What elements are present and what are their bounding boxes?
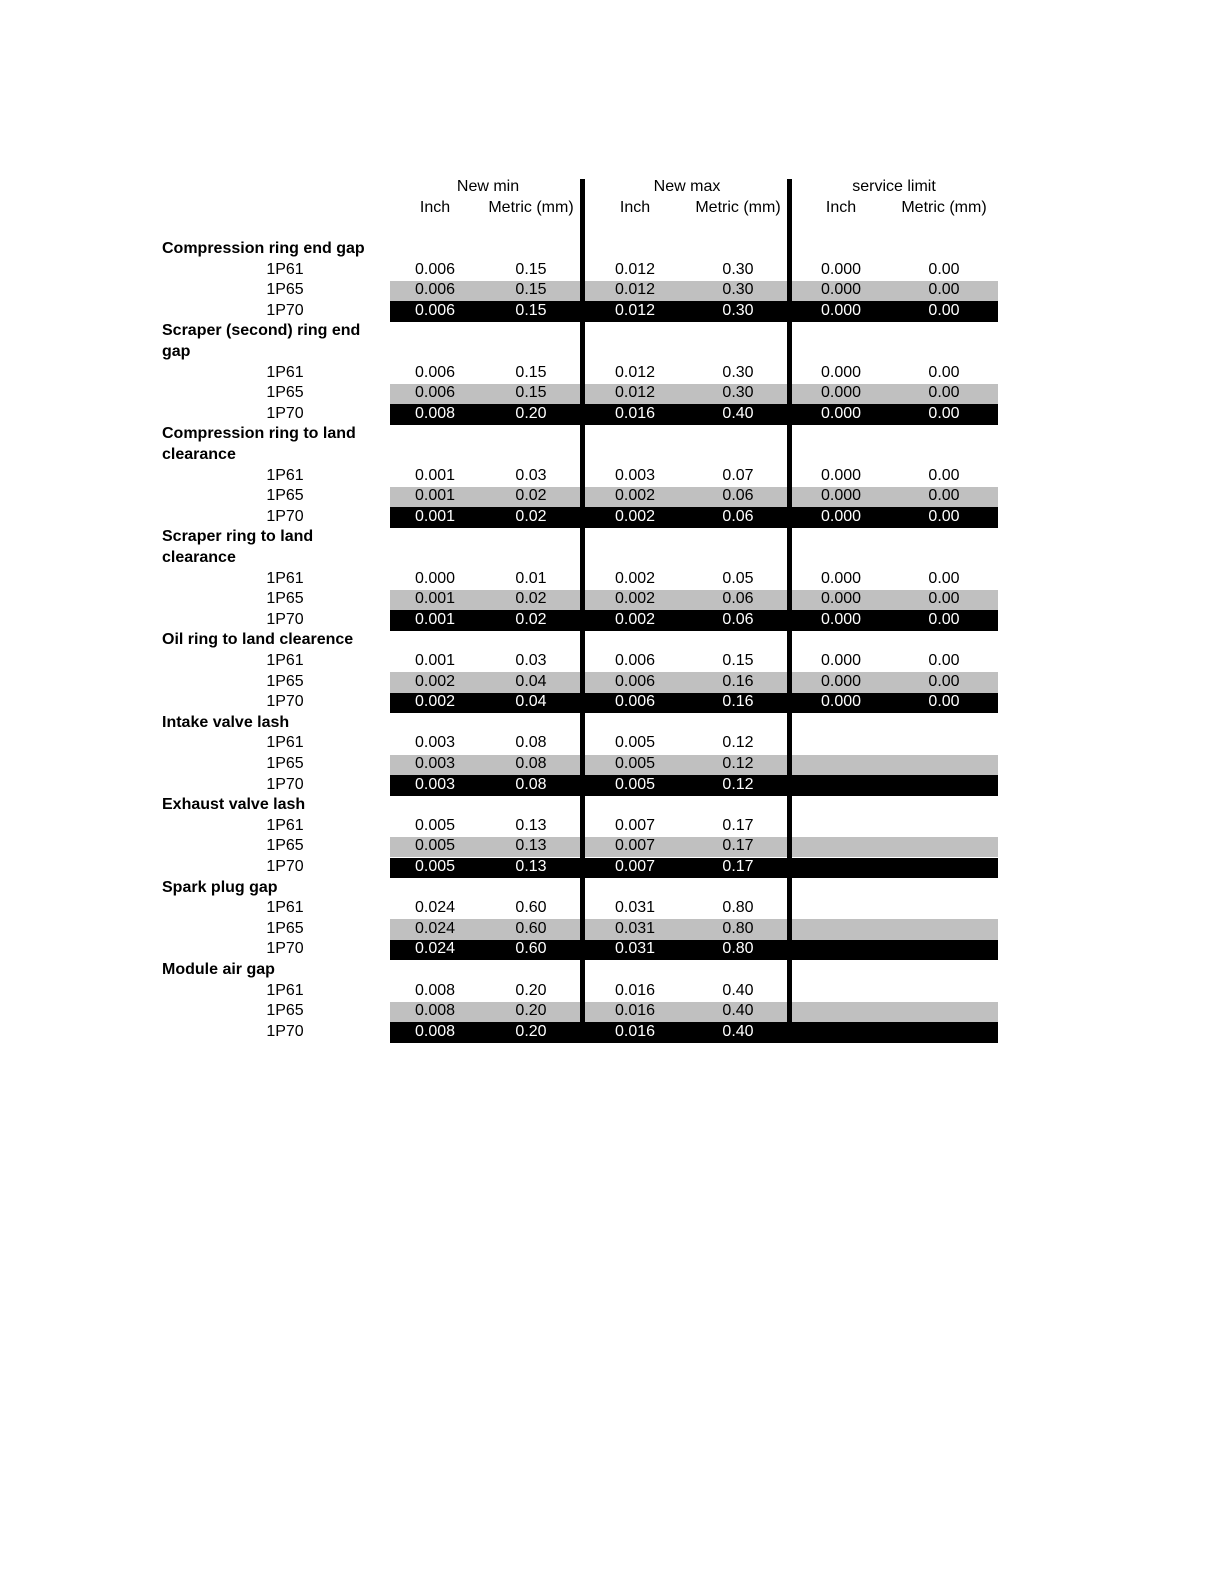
spec-value-min-mm: 0.02 [515, 507, 547, 525]
spec-value-min-mm: 0.02 [515, 590, 547, 608]
section-title: Intake valve lash [162, 713, 290, 731]
spec-value-svc-in: 0.000 [820, 466, 862, 484]
model-label: 1P65 [266, 590, 304, 608]
spec-value-min-mm: 0.20 [515, 1002, 547, 1020]
spec-value-min-in: 0.024 [414, 940, 456, 958]
spec-value-min-mm: 0.15 [515, 384, 547, 402]
row-highlight-gray [390, 672, 998, 693]
model-label: 1P70 [266, 404, 304, 422]
spec-value-max-mm: 0.06 [722, 590, 754, 608]
metric-column-header: Metric (mm) [695, 199, 781, 216]
spec-value-max-in: 0.007 [614, 858, 656, 875]
model-label: 1P65 [266, 281, 304, 299]
spec-value-min-mm: 0.01 [515, 569, 547, 587]
spec-value-min-in: 0.006 [414, 363, 456, 381]
row-highlight-black [390, 301, 998, 322]
row-highlight-gray [390, 590, 998, 611]
spec-value-svc-in: 0.000 [820, 507, 862, 525]
spec-value-svc-mm: 0.00 [928, 281, 960, 299]
spec-value-max-in: 0.002 [614, 507, 656, 525]
spec-value-max-in: 0.012 [614, 301, 656, 319]
row-highlight-gray [390, 487, 998, 508]
spec-value-min-mm: 0.60 [515, 919, 547, 937]
section-title: Compression ring end gap [162, 240, 365, 257]
spec-value-min-in: 0.005 [414, 858, 456, 875]
section-title: Scraper (second) ring end [162, 322, 361, 340]
model-label: 1P65 [266, 487, 304, 505]
spec-value-svc-in: 0.000 [820, 404, 862, 422]
spec-value-max-in: 0.005 [614, 775, 656, 793]
spec-value-min-in: 0.006 [414, 384, 456, 402]
row-highlight-gray [390, 919, 998, 940]
spec-value-max-mm: 0.12 [722, 755, 754, 772]
section-title: clearance [162, 549, 236, 566]
row-highlight-black [390, 940, 998, 961]
spec-value-min-in: 0.003 [414, 755, 456, 772]
spec-value-svc-in: 0.000 [820, 590, 862, 608]
spec-value-min-in: 0.008 [414, 404, 456, 422]
spec-value-min-in: 0.000 [414, 569, 456, 587]
spec-value-min-mm: 0.08 [515, 775, 547, 793]
model-label: 1P70 [266, 775, 304, 793]
spec-value-svc-mm: 0.00 [928, 260, 960, 278]
model-label: 1P61 [266, 734, 304, 752]
row-highlight-black [390, 610, 998, 631]
spec-value-min-mm: 0.20 [515, 1022, 547, 1040]
spec-value-min-mm: 0.60 [515, 940, 547, 958]
section-title: Scraper ring to land [162, 528, 314, 546]
spec-value-min-mm: 0.04 [515, 693, 547, 711]
spec-value-max-mm: 0.16 [722, 693, 754, 711]
model-label: 1P61 [266, 652, 304, 669]
spec-value-min-in: 0.001 [414, 487, 456, 505]
spec-value-max-mm: 0.40 [722, 1022, 754, 1040]
spec-value-max-in: 0.005 [614, 734, 656, 752]
spec-value-max-mm: 0.30 [722, 384, 754, 402]
model-label: 1P70 [266, 693, 304, 711]
section-title: Compression ring to land [162, 425, 356, 443]
spec-value-svc-mm: 0.00 [928, 507, 960, 525]
spec-value-min-in: 0.003 [414, 734, 456, 752]
row-highlight-gray [390, 755, 998, 776]
row-highlight-black [390, 693, 998, 714]
row-highlight-black [390, 775, 998, 796]
row-highlight-gray [390, 837, 998, 858]
spec-value-svc-mm: 0.00 [928, 693, 960, 711]
spec-value-svc-mm: 0.00 [928, 569, 960, 587]
spec-value-svc-in: 0.000 [820, 487, 862, 505]
spec-value-min-mm: 0.20 [515, 404, 547, 422]
model-label: 1P61 [266, 981, 304, 999]
spec-value-max-in: 0.012 [614, 384, 656, 402]
spec-value-max-mm: 0.30 [722, 281, 754, 299]
spec-value-min-in: 0.006 [414, 260, 456, 278]
spec-value-min-in: 0.001 [414, 610, 456, 628]
spec-value-max-mm: 0.30 [722, 301, 754, 319]
model-label: 1P70 [266, 940, 304, 958]
spec-value-svc-in: 0.000 [820, 672, 862, 690]
spec-value-max-in: 0.005 [614, 755, 656, 772]
section-title: clearance [162, 446, 236, 463]
column-group-header: service limit [852, 178, 936, 195]
spec-value-svc-mm: 0.00 [928, 404, 960, 422]
spec-value-max-mm: 0.07 [722, 466, 754, 484]
row-highlight-gray [390, 281, 998, 302]
spec-value-max-in: 0.002 [614, 487, 656, 505]
spec-value-max-in: 0.006 [614, 672, 656, 690]
spec-value-min-mm: 0.02 [515, 610, 547, 628]
row-highlight-black [390, 1022, 998, 1043]
model-label: 1P61 [266, 899, 304, 917]
spec-value-max-in: 0.002 [614, 590, 656, 608]
section-title: Oil ring to land clearence [162, 631, 354, 649]
spec-value-svc-mm: 0.00 [928, 487, 960, 505]
spec-value-max-in: 0.016 [614, 404, 656, 422]
spec-value-min-in: 0.024 [414, 899, 456, 917]
spec-value-max-mm: 0.16 [722, 672, 754, 690]
spec-value-svc-in: 0.000 [820, 569, 862, 587]
spec-value-max-mm: 0.17 [722, 837, 754, 855]
model-label: 1P65 [266, 919, 304, 937]
spec-value-max-mm: 0.30 [722, 260, 754, 278]
spec-value-min-in: 0.006 [414, 281, 456, 299]
spec-value-svc-mm: 0.00 [928, 301, 960, 319]
spec-value-min-mm: 0.02 [515, 487, 547, 505]
spec-value-svc-in: 0.000 [820, 281, 862, 299]
model-label: 1P65 [266, 837, 304, 855]
spec-value-min-in: 0.001 [414, 507, 456, 525]
row-highlight-black [390, 858, 998, 879]
spec-value-max-mm: 0.80 [722, 940, 754, 958]
model-label: 1P61 [266, 569, 304, 587]
spec-value-min-in: 0.005 [414, 816, 456, 834]
row-highlight-black [390, 404, 998, 425]
spec-value-svc-mm: 0.00 [928, 384, 960, 402]
spec-value-min-in: 0.008 [414, 1002, 456, 1020]
spec-value-max-in: 0.016 [614, 1022, 656, 1040]
spec-value-svc-in: 0.000 [820, 363, 862, 381]
spec-value-svc-mm: 0.00 [928, 610, 960, 628]
spec-value-max-mm: 0.06 [722, 507, 754, 525]
spec-value-min-in: 0.003 [414, 775, 456, 793]
inch-column-header: Inch [419, 199, 451, 216]
spec-value-max-mm: 0.05 [722, 569, 754, 587]
inch-column-header: Inch [619, 199, 651, 216]
spec-value-svc-in: 0.000 [820, 610, 862, 628]
spec-value-min-mm: 0.03 [515, 466, 547, 484]
spec-value-max-mm: 0.06 [722, 610, 754, 628]
spec-value-svc-in: 0.000 [820, 652, 862, 669]
row-highlight-gray [390, 384, 998, 405]
spec-value-max-mm: 0.12 [722, 775, 754, 793]
spec-value-max-in: 0.002 [614, 569, 656, 587]
spec-value-max-mm: 0.17 [722, 816, 754, 834]
model-label: 1P70 [266, 858, 304, 875]
spec-value-max-mm: 0.40 [722, 404, 754, 422]
spec-value-svc-in: 0.000 [820, 260, 862, 278]
spec-value-max-in: 0.006 [614, 693, 656, 711]
spec-value-svc-mm: 0.00 [928, 363, 960, 381]
inch-column-header: Inch [825, 199, 857, 216]
spec-value-min-mm: 0.15 [515, 260, 547, 278]
spec-value-max-mm: 0.40 [722, 1002, 754, 1020]
spec-value-max-mm: 0.17 [722, 858, 754, 875]
spec-value-min-mm: 0.13 [515, 816, 547, 834]
spec-value-svc-in: 0.000 [820, 301, 862, 319]
spec-value-max-in: 0.012 [614, 260, 656, 278]
column-group-header: New max [653, 178, 721, 195]
spec-value-svc-mm: 0.00 [928, 466, 960, 484]
spec-value-max-mm: 0.12 [722, 734, 754, 752]
spec-value-min-mm: 0.15 [515, 301, 547, 319]
metric-column-header: Metric (mm) [488, 199, 574, 216]
model-label: 1P65 [266, 384, 304, 402]
model-label: 1P61 [266, 260, 304, 278]
model-label: 1P61 [266, 466, 304, 484]
spec-value-max-mm: 0.40 [722, 981, 754, 999]
spec-value-min-mm: 0.13 [515, 837, 547, 855]
spec-value-svc-in: 0.000 [820, 384, 862, 402]
spec-value-svc-mm: 0.00 [928, 590, 960, 608]
row-highlight-black [390, 507, 998, 528]
section-title: Exhaust valve lash [162, 796, 306, 814]
spec-value-min-in: 0.001 [414, 466, 456, 484]
spec-value-svc-in: 0.000 [820, 693, 862, 711]
column-divider [787, 179, 792, 1043]
spec-value-min-in: 0.001 [414, 590, 456, 608]
spec-value-min-in: 0.005 [414, 837, 456, 855]
model-label: 1P70 [266, 1022, 304, 1040]
model-label: 1P65 [266, 755, 304, 772]
spec-value-min-in: 0.024 [414, 919, 456, 937]
spec-value-min-mm: 0.08 [515, 734, 547, 752]
spec-value-min-in: 0.008 [414, 981, 456, 999]
spec-value-min-mm: 0.20 [515, 981, 547, 999]
spec-value-max-in: 0.016 [614, 981, 656, 999]
spec-value-max-in: 0.031 [614, 899, 656, 917]
spec-value-max-mm: 0.80 [722, 919, 754, 937]
spec-value-min-mm: 0.15 [515, 363, 547, 381]
spec-value-max-in: 0.012 [614, 281, 656, 299]
spec-value-min-in: 0.001 [414, 652, 456, 669]
column-divider [580, 179, 585, 1043]
spec-value-min-mm: 0.60 [515, 899, 547, 917]
spec-value-min-mm: 0.15 [515, 281, 547, 299]
spec-value-max-in: 0.031 [614, 940, 656, 958]
spec-value-max-in: 0.007 [614, 816, 656, 834]
section-title: gap [162, 343, 191, 360]
section-title: Spark plug gap [162, 878, 278, 896]
model-label: 1P65 [266, 672, 304, 690]
spec-value-min-in: 0.002 [414, 693, 456, 711]
spec-value-max-in: 0.007 [614, 837, 656, 855]
model-label: 1P70 [266, 301, 304, 319]
spec-value-max-mm: 0.15 [722, 652, 754, 669]
model-label: 1P61 [266, 816, 304, 834]
spec-value-min-mm: 0.04 [515, 672, 547, 690]
spec-value-max-in: 0.002 [614, 610, 656, 628]
spec-value-max-in: 0.012 [614, 363, 656, 381]
spec-value-max-in: 0.016 [614, 1002, 656, 1020]
spec-value-max-mm: 0.06 [722, 487, 754, 505]
spec-value-max-mm: 0.30 [722, 363, 754, 381]
spec-value-svc-mm: 0.00 [928, 672, 960, 690]
spec-value-svc-mm: 0.00 [928, 652, 960, 669]
spec-value-min-mm: 0.13 [515, 858, 547, 875]
model-label: 1P70 [266, 610, 304, 628]
model-label: 1P61 [266, 363, 304, 381]
spec-value-max-in: 0.003 [614, 466, 656, 484]
spec-value-max-in: 0.006 [614, 652, 656, 669]
spec-value-min-mm: 0.08 [515, 755, 547, 772]
spec-value-min-in: 0.006 [414, 301, 456, 319]
spec-value-min-in: 0.002 [414, 672, 456, 690]
spec-value-min-in: 0.008 [414, 1022, 456, 1040]
spec-value-max-mm: 0.80 [722, 899, 754, 917]
column-group-header: New min [456, 178, 520, 195]
spec-value-min-mm: 0.03 [515, 652, 547, 669]
section-title: Module air gap [162, 961, 275, 978]
metric-column-header: Metric (mm) [901, 199, 987, 216]
model-label: 1P70 [266, 507, 304, 525]
model-label: 1P65 [266, 1002, 304, 1020]
spec-value-max-in: 0.031 [614, 919, 656, 937]
row-highlight-gray [390, 1002, 998, 1023]
